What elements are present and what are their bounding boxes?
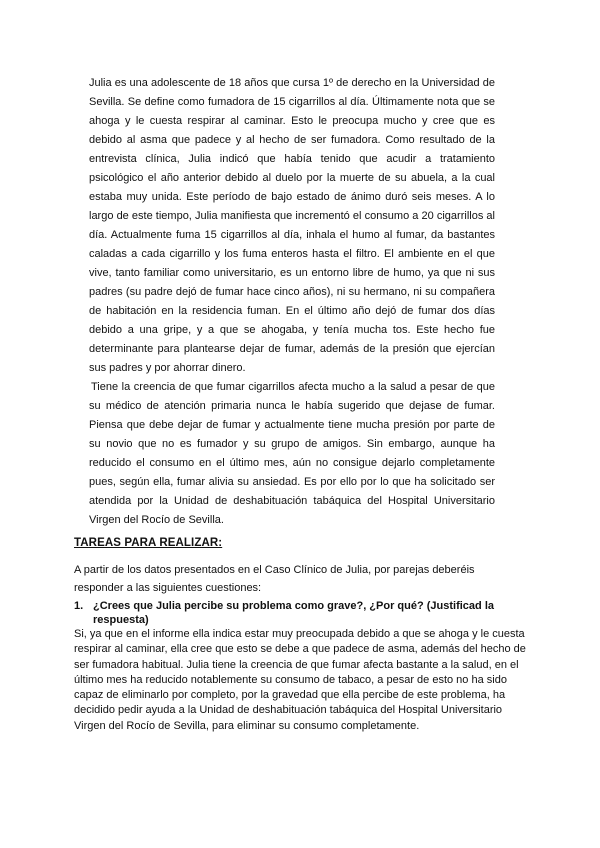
case-description [89,74,495,530]
question-1 [74,599,514,627]
tasks-heading: TAREAS PARA REALIZAR: [74,537,223,549]
question-text: ¿Crees que Julia percibe su problema como grave?, ¿Por qué? (Justificad la respuesta) [93,600,494,626]
question-number: 1. [74,600,84,612]
case-paragraph-1: Julia es una adolescente de 18 años que cursa 1º de derecho en la Universidad de Sevilla. Se define como fumadora de 15 cigarrillos al día. Últimamente nota que se ahoga y le cuesta respirar al caminar. Esto le preocupa mucho y cree que es debido al asma que padece y al hecho de ser fumadora. Como resultado de la entrevista clínica, Julia indicó que había tenido que acudir a tratamiento psicológico el año anterior debido al duelo por la muerte de su abuela, a la cual estaba muy unida. Este período de bajo estado de ánimo duró seis meses. A lo largo de este tiempo, Julia manifiesta que incrementó el consumo a 20 cigarrillos al día. Actualmente fuma 15 cigarrillos al día, inhala el humo al fumar, da bastantes caladas a cada cigarrillo y los fuma enteros hasta el filtro. El ambiente en el que vive, tanto familiar como universitario, es un entorno libre de humo, ya que ni sus padres (su padre dejó de fumar hace cinco años), ni su hermano, ni su compañera de habitación en la residencia fuman. En el último año dejó de fumar dos días debido a una gripe, y a que se ahogaba, y tenía mucha tos. Este hecho fue determinante para plantearse dejar de fumar, además de la presión que ejercían sus padres y por ahorrar dinero. [89,77,495,374]
answer-1: Si, ya que en el informe ella indica estar muy preocupada debido a que se ahoga y le cuesta respirar al caminar, ella cree que esto se debe a que padece de asma, además del hecho de ser fumadora habitual. Julia tiene la creencia de que fumar afecta bastante a la salud, en el último mes ha reducido notablemente su consumo de tabaco, a pesar de esto no ha sido capaz de eliminarlo por completo, por la gravedad que ella percibe de este problema, ha decidido pedir ayuda a la Unidad de deshabituación tabáquica del Hospital Universitario Virgen del Rocío de Sevilla, para eliminar su consumo completamente. [74,628,526,732]
case-paragraph-2: Tiene la creencia de que fumar cigarrillos afecta mucho a la salud a pesar de que su médico de atención primaria nunca le había sugerido que dejase de fumar. Piensa que debe dejar de fumar y actualmente tiene mucha presión por parte de su novio que no es fumador y su grupo de amigos. Sin embargo, aunque ha reducido el consumo en el último mes, aún no consigue dejarlo completamente pues, según ella, fumar alivia su ansiedad. Es por ello por lo que ha solicitado ser atendida por la Unidad de deshabituación tabáquica del Hospital Universitario Virgen del Rocío de Sevilla. [89,381,495,526]
tasks-intro: A partir de los datos presentados en el Caso Clínico de Julia, por parejas deberéis responder a las siguientes cuestiones: [74,564,475,594]
